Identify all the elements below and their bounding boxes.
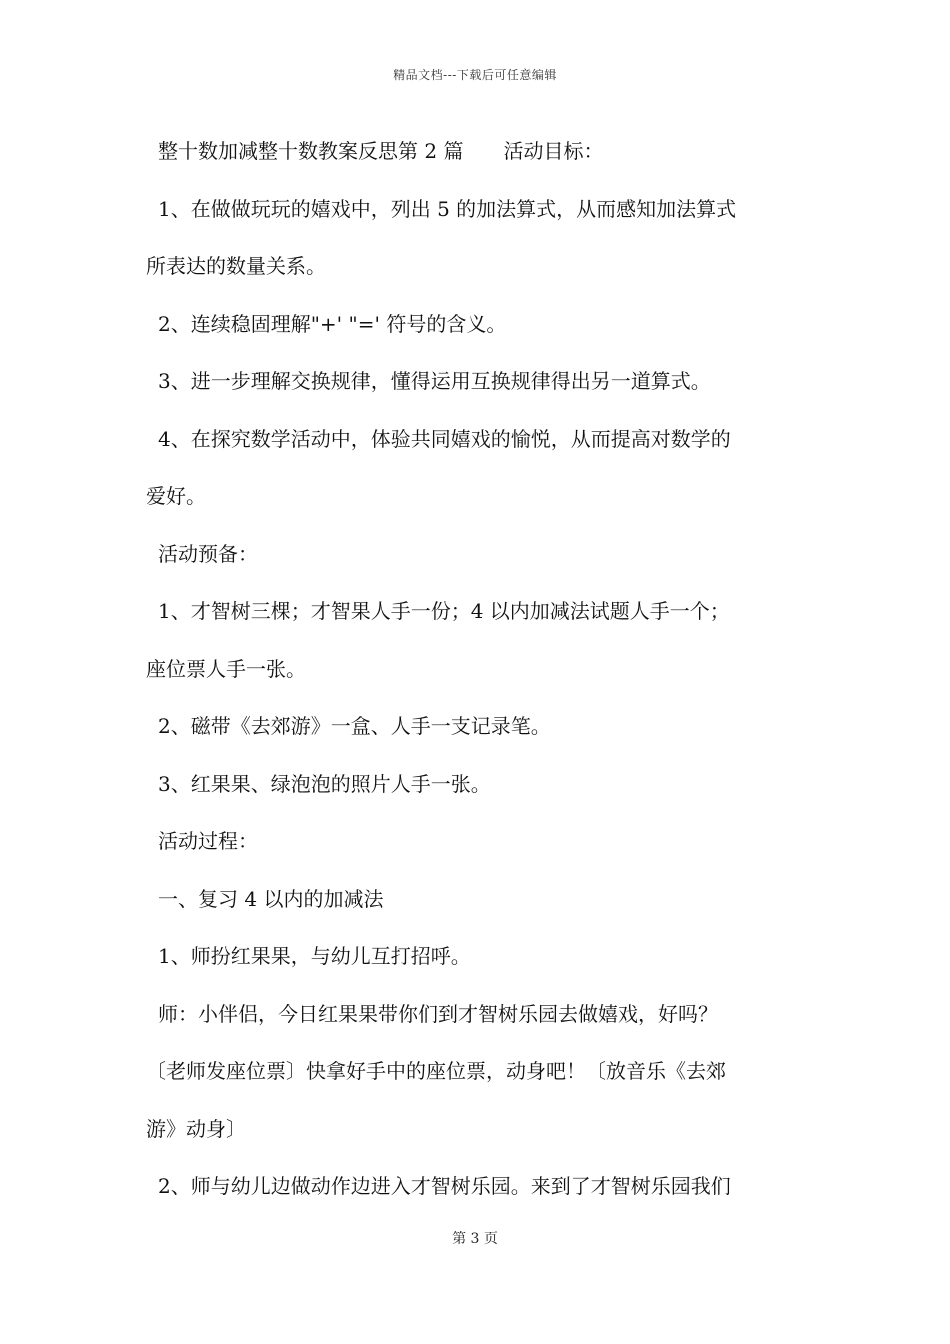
paragraph-line: 整十数加减整十数教案反思第 2 篇 活动目标： bbox=[158, 139, 604, 163]
paragraph-line: 1、师扮红果果，与幼儿互打招呼。 bbox=[158, 944, 471, 968]
paragraph-line: 游》动身〕 bbox=[146, 1116, 246, 1141]
paragraph-line: 3、进一步理解交换规律，懂得运用互换规律得出另一道算式。 bbox=[158, 369, 711, 393]
paragraph-line: 一、复习 4 以内的加减法 bbox=[158, 886, 384, 911]
paragraph-line: 1、在做做玩玩的嬉戏中，列出 5 的加法算式，从而感知加法算式 bbox=[158, 196, 737, 221]
paragraph-line: 2、连续稳固理解"+' "=' 符号的含义。 bbox=[158, 311, 507, 336]
paragraph-line: 〔老师发座位票〕快拿好手中的座位票，动身吧！〔放音乐《去郊 bbox=[146, 1059, 726, 1083]
paragraph-line: 1、才智树三棵；才智果人手一份；4 以内加减法试题人手一个； bbox=[158, 599, 730, 623]
paragraph-line: 爱好。 bbox=[146, 484, 206, 508]
page-number: 第 3 页 bbox=[452, 1231, 498, 1247]
section-heading: 活动预备： bbox=[158, 541, 258, 566]
paragraph-line: 2、磁带《去郊游》一盒、人手一支记录笔。 bbox=[158, 714, 551, 738]
section-heading: 活动过程： bbox=[158, 829, 258, 853]
paragraph-line: 师：小伴侣，今日红果果带你们到才智树乐园去做嬉戏，好吗？ bbox=[158, 1001, 718, 1026]
paragraph-line: 2、师与幼儿边做动作边进入才智树乐园。来到了才智树乐园我们 bbox=[158, 1174, 731, 1198]
page-header: 精品文档---下载后可任意编辑 bbox=[393, 68, 557, 82]
paragraph-line: 所表达的数量关系。 bbox=[146, 254, 326, 278]
paragraph-line: 4、在探究数学活动中，体验共同嬉戏的愉悦，从而提高对数学的 bbox=[158, 426, 731, 451]
document-body bbox=[146, 128, 810, 1221]
paragraph-line: 座位票人手一张。 bbox=[146, 656, 306, 681]
paragraph-line: 3、红果果、绿泡泡的照片人手一张。 bbox=[158, 771, 491, 796]
